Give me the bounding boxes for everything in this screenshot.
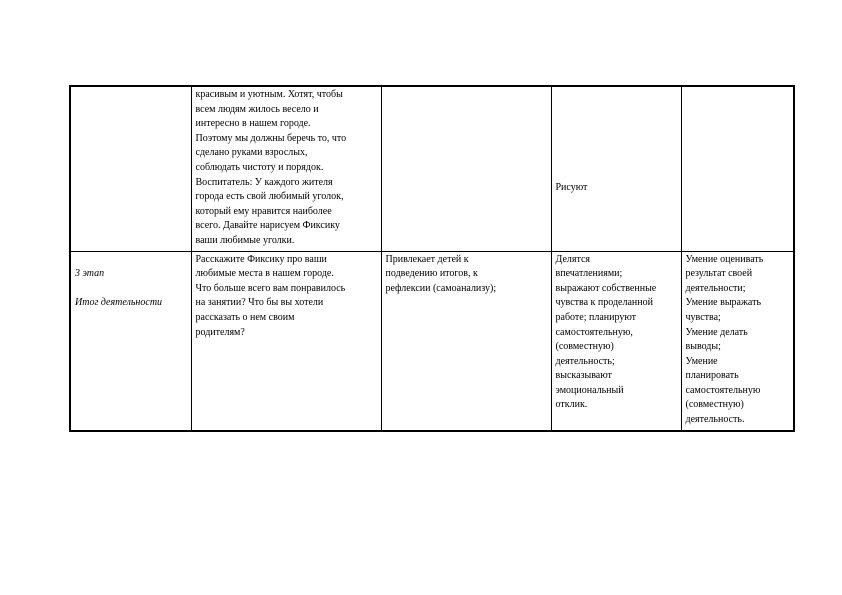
teacher-speech-cell: Расскажите Фиксику про ваши любимые места в нашем городе. Что больше всего вам понравилось на занятии? Что бы вы хотели рассказать о нем своим родителям? bbox=[191, 251, 381, 431]
stage-name: Итог деятельности bbox=[75, 297, 163, 309]
table-row bbox=[70, 251, 794, 431]
children-activity-cell bbox=[551, 86, 681, 251]
stage-cell bbox=[70, 251, 191, 431]
children-activity-cell: Делятся впечатлениями; выражают собственные чувства к проделанной работе; планируют самостоятельную, (совместную) деятельность; высказывают эмоциональный отклик. bbox=[551, 251, 681, 431]
teacher-activity-cell: Привлекает детей к подведению итогов, к рефлексии (самоанализу); bbox=[381, 251, 551, 431]
children-activity-text: Рисуют bbox=[555, 182, 588, 193]
teacher-speech-cell: красивым и уютным. Хотят, чтобы всем людям жилось весело и интересно в нашем городе. Поэтому мы должны беречь то, что сделано руками взрослых, соблюдать чистоту и порядок. Воспитатель: У каждого жителя города есть свой любимый уголок, который ему нравится наиболее всего. Давайте нарисуем Фиксику ваши любимые уголки. bbox=[191, 86, 381, 251]
lesson-plan-table bbox=[69, 85, 795, 432]
stage-number: 3 этап bbox=[75, 268, 105, 280]
teacher-activity-cell bbox=[381, 86, 551, 251]
results-cell bbox=[681, 86, 794, 251]
cell-spacer bbox=[556, 88, 677, 181]
stage-cell bbox=[70, 86, 191, 251]
table-row bbox=[70, 86, 794, 251]
results-cell: Умение оценивать результат своей деятельности; Умение выражать чувства; Умение делать выводы; Умение планировать самостоятельную (совместную) деятельность. bbox=[681, 251, 794, 431]
